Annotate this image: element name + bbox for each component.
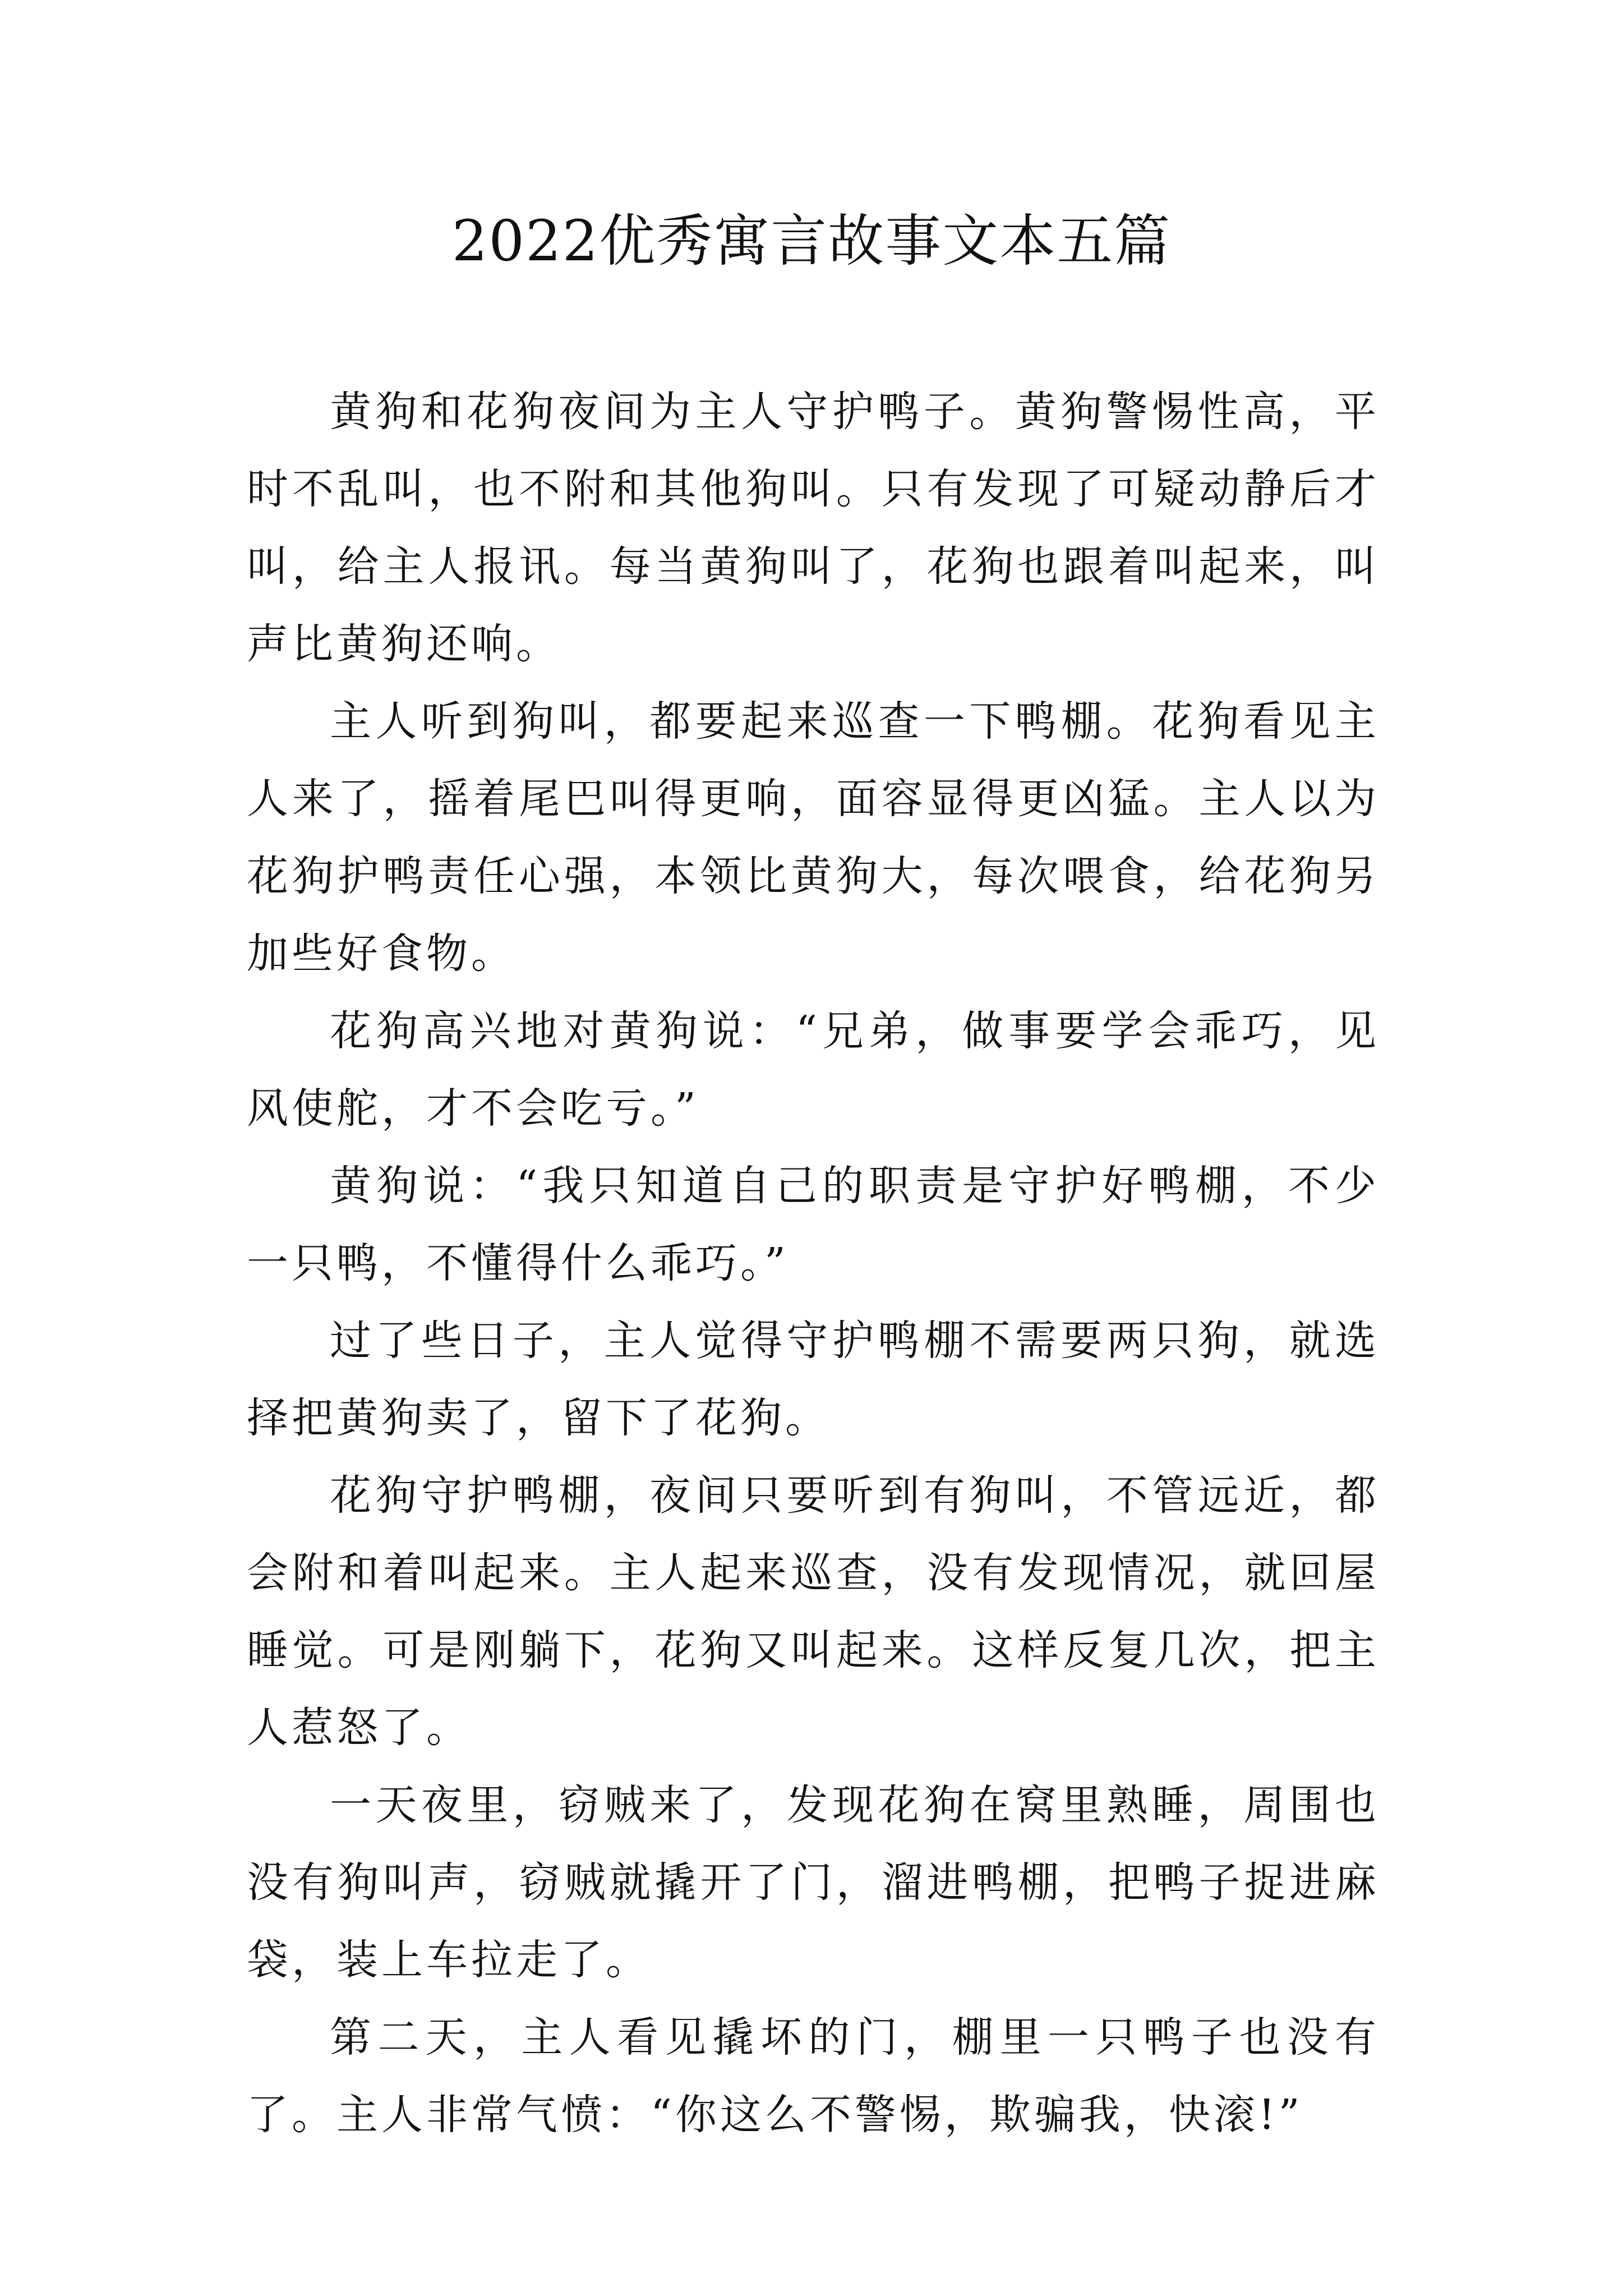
paragraph-2: 主人听到狗叫，都要起来巡查一下鸭棚。花狗看见主人来了，摇着尾巴叫得更响，面容显得更凶猛。主人以为花狗护鸭责任心强，本领比黄狗大，每次喂食，给花狗另加些好食物。 [247,697,1380,978]
paragraph-3: 花狗高兴地对黄狗说：“兄弟，做事要学会乖巧，见风使舵，才不会吃亏。” [247,1007,1380,1133]
paragraph-1: 黄狗和花狗夜间为主人守护鸭子。黄狗警惕性高，平时不乱叫，也不附和其他狗叫。只有发现了可疑动静后才叫，给主人报讯。每当黄狗叫了，花狗也跟着叫起来，叫声比黄狗还响。 [247,388,1380,668]
page-title: 2022优秀寓言故事文本五篇 [451,208,1172,274]
paragraph-4: 黄狗说：“我只知道自己的职责是守护好鸭棚，不少一只鸭，不懂得什么乖巧。” [247,1162,1380,1287]
paragraph-6: 花狗守护鸭棚，夜间只要听到有狗叫，不管远近，都会附和着叫起来。主人起来巡查，没有发现情况，就回屋睡觉。可是刚躺下，花狗又叫起来。这样反复几次，把主人惹怒了。 [247,1471,1380,1752]
document-body [247,373,1380,2154]
paragraph-7: 一天夜里，窃贼来了，发现花狗在窝里熟睡，周围也没有狗叫声，窃贼就撬开了门，溜进鸭棚，把鸭子捉进麻袋，装上车拉走了。 [247,1781,1380,1984]
paragraph-5: 过了些日子，主人觉得守护鸭棚不需要两只狗，就选择把黄狗卖了，留下了花狗。 [247,1317,1380,1442]
paragraph-8: 第二天，主人看见撬坏的门，棚里一只鸭子也没有了。主人非常气愤：“你这么不警惕，欺骗我，快滚!” [247,2013,1380,2139]
